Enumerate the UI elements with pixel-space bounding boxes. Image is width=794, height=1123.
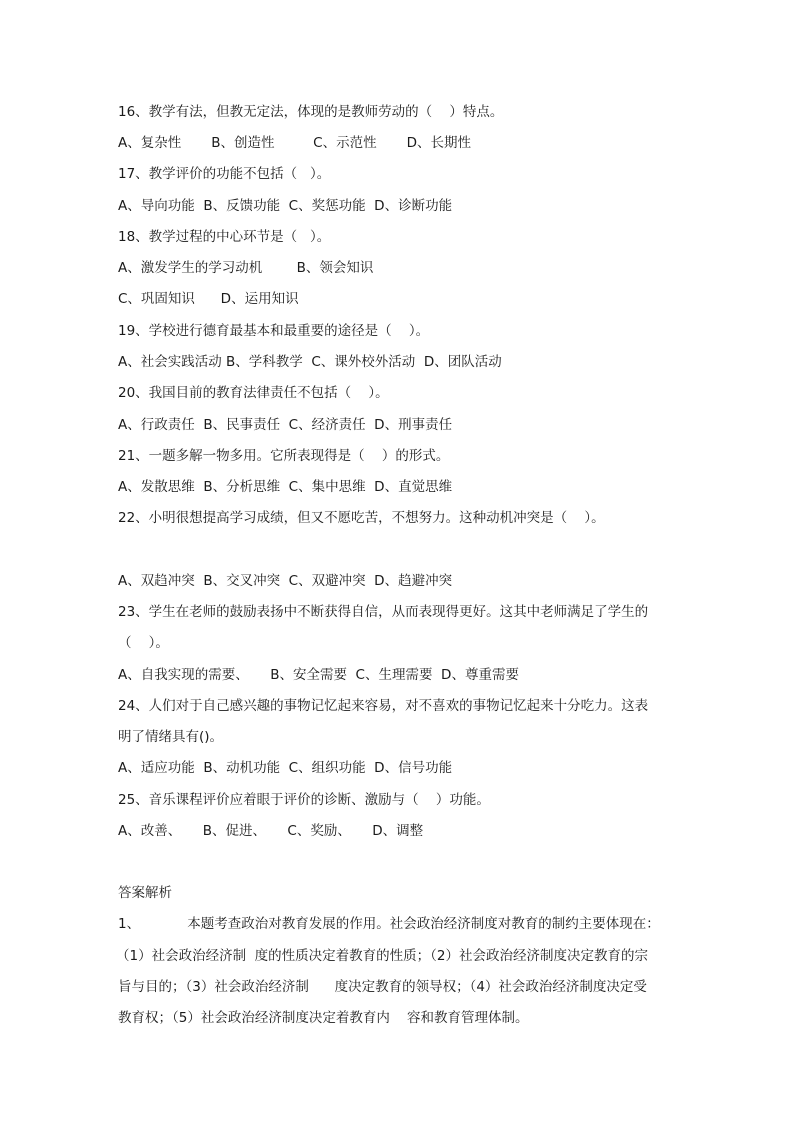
question-21-stem: 21、一题多解一物多用。它所表现得是（ ）的形式。 (118, 448, 450, 464)
question-22-stem: 22、小明很想提高学习成绩，但又不愿吃苦，不想努力。这种动机冲突是（ ）。 (118, 510, 605, 526)
question-21-options: A、发散思维 B、分析思维 C、集中思维 D、直觉思维 (118, 479, 453, 495)
answers-heading: 答案解析 (118, 885, 172, 901)
question-18-options: A、激发学生的学习动机 B、领会知识 (118, 260, 374, 276)
question-22-options: A、双趋冲突 B、交叉冲突 C、双避冲突 D、趋避冲突 (118, 573, 453, 589)
question-17-options: A、导向功能 B、反馈功能 C、奖惩功能 D、诊断功能 (118, 198, 453, 214)
question-24-stem: 24、人们对于自己感兴趣的事物记忆起来容易，对不喜欢的事物记忆起来十分吃力。这表 (118, 698, 649, 714)
answer-1-line-4: 教育权；（5）社会政治经济制度决定着教育内 容和教育管理体制。 (118, 1010, 529, 1026)
question-24-stem-2: 明了情绪具有()。 (118, 729, 224, 745)
question-23-stem-2: （ ）。 (118, 635, 169, 651)
question-23-options: A、自我实现的需要、 B、安全需要 C、生理需要 D、尊重需要 (118, 667, 519, 683)
question-19-stem: 19、学校进行德育最基本和最重要的途径是（ ）。 (118, 323, 430, 339)
question-20-options: A、行政责任 B、民事责任 C、经济责任 D、刑事责任 (118, 417, 453, 433)
question-17-stem: 17、教学评价的功能不包括（ ）。 (118, 166, 331, 182)
answer-1-line-2: （1）社会政治经济制 度的性质决定着教育的性质；（2）社会政治经济制度决定教育的宗 (116, 948, 649, 964)
answer-1-line-1: 1、 本题考查政治对教育发展的作用。社会政治经济制度对教育的制约主要体现在： (118, 916, 660, 932)
question-19-options: A、社会实践活动 B、学科教学 C、课外校外活动 D、团队活动 (118, 354, 502, 370)
question-20-stem: 20、我国目前的教育法律责任不包括（ ）。 (118, 385, 389, 401)
question-25-options: A、改善、 B、促进、 C、奖励、 D、调整 (118, 823, 424, 839)
question-16-options: A、复杂性 B、创造性 C、示范性 D、长期性 (118, 135, 472, 151)
answer-1-line-3: 旨与目的；（3）社会政治经济制 度决定教育的领导权；（4）社会政治经济制度决定受 (118, 979, 647, 995)
question-16-stem: 16、教学有法，但教无定法，体现的是教师劳动的（ ）特点。 (118, 104, 504, 120)
question-18-options-2: C、巩固知识 D、运用知识 (118, 291, 299, 307)
question-18-stem: 18、教学过程的中心环节是（ ）。 (118, 229, 331, 245)
question-23-stem: 23、学生在老师的鼓励表扬中不断获得自信，从而表现得更好。这其中老师满足了学生的 (118, 604, 649, 620)
question-24-options: A、适应功能 B、动机功能 C、组织功能 D、信号功能 (118, 760, 453, 776)
question-25-stem: 25、音乐课程评价应着眼于评价的诊断、激励与（ ）功能。 (118, 792, 490, 808)
